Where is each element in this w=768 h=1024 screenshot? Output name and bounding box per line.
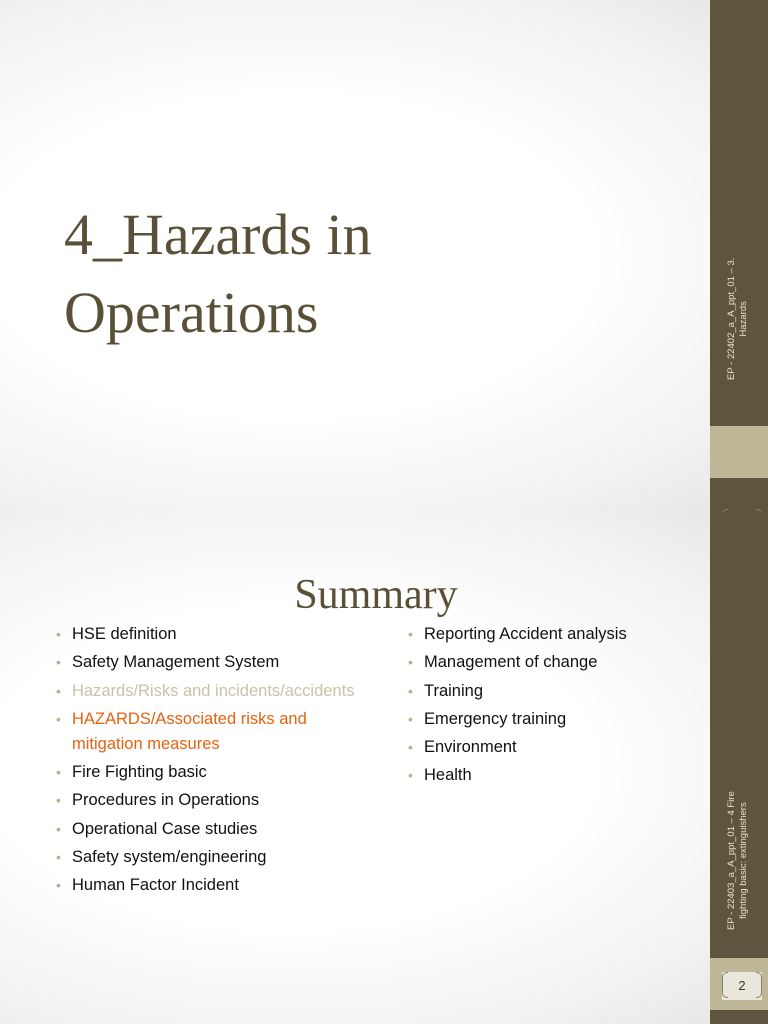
slide-2-sidebar bbox=[710, 512, 768, 1024]
list-item: • Emergency training bbox=[408, 707, 698, 732]
side-label-line-1: EP - 22403_a_A_ppt_01 – 4 Fire bbox=[726, 791, 737, 930]
list-item: • Fire Fighting basic bbox=[56, 760, 356, 785]
list-item: • Hazards/Risks and incidents/accidents bbox=[56, 679, 356, 704]
list-item: • Safety system/engineering bbox=[56, 845, 356, 870]
list-item: • HSE definition bbox=[56, 622, 356, 647]
list-item: • Human Factor Incident bbox=[56, 873, 356, 898]
list-item: • Environment bbox=[408, 735, 698, 760]
slide-2-title: Summary bbox=[294, 572, 458, 618]
slide-2 bbox=[0, 512, 768, 1024]
title-line-2: Operations bbox=[64, 280, 319, 345]
side-label-line-2: fighting basic: extinguishers bbox=[738, 802, 749, 919]
summary-list-right bbox=[408, 622, 698, 792]
slide-1-side-label bbox=[726, 258, 750, 380]
slide-2-page-number: 2 bbox=[722, 972, 762, 1000]
list-item: • Reporting Accident analysis bbox=[408, 622, 698, 647]
list-item: • Operational Case studies bbox=[56, 817, 356, 842]
list-item: • Procedures in Operations bbox=[56, 788, 356, 813]
side-label-line-2: Hazards bbox=[738, 301, 749, 337]
list-item: • HAZARDS/Associated risks and mitigation measures bbox=[56, 707, 356, 757]
list-item: • Training bbox=[408, 679, 698, 704]
summary-list-left bbox=[56, 622, 356, 902]
list-item: • Management of change bbox=[408, 650, 698, 675]
slide-1-title bbox=[64, 196, 684, 352]
slide-1-sidebar bbox=[710, 0, 768, 512]
slide-2-side-label bbox=[726, 791, 750, 930]
list-item: • Health bbox=[408, 763, 698, 788]
list-item: • Safety Management System bbox=[56, 650, 356, 675]
title-line-1: 4_Hazards in bbox=[64, 202, 372, 267]
side-label-line-1: EP - 22402_a_A_ppt_01 – 3. bbox=[726, 257, 737, 380]
sidebar-accent-band bbox=[710, 426, 768, 478]
